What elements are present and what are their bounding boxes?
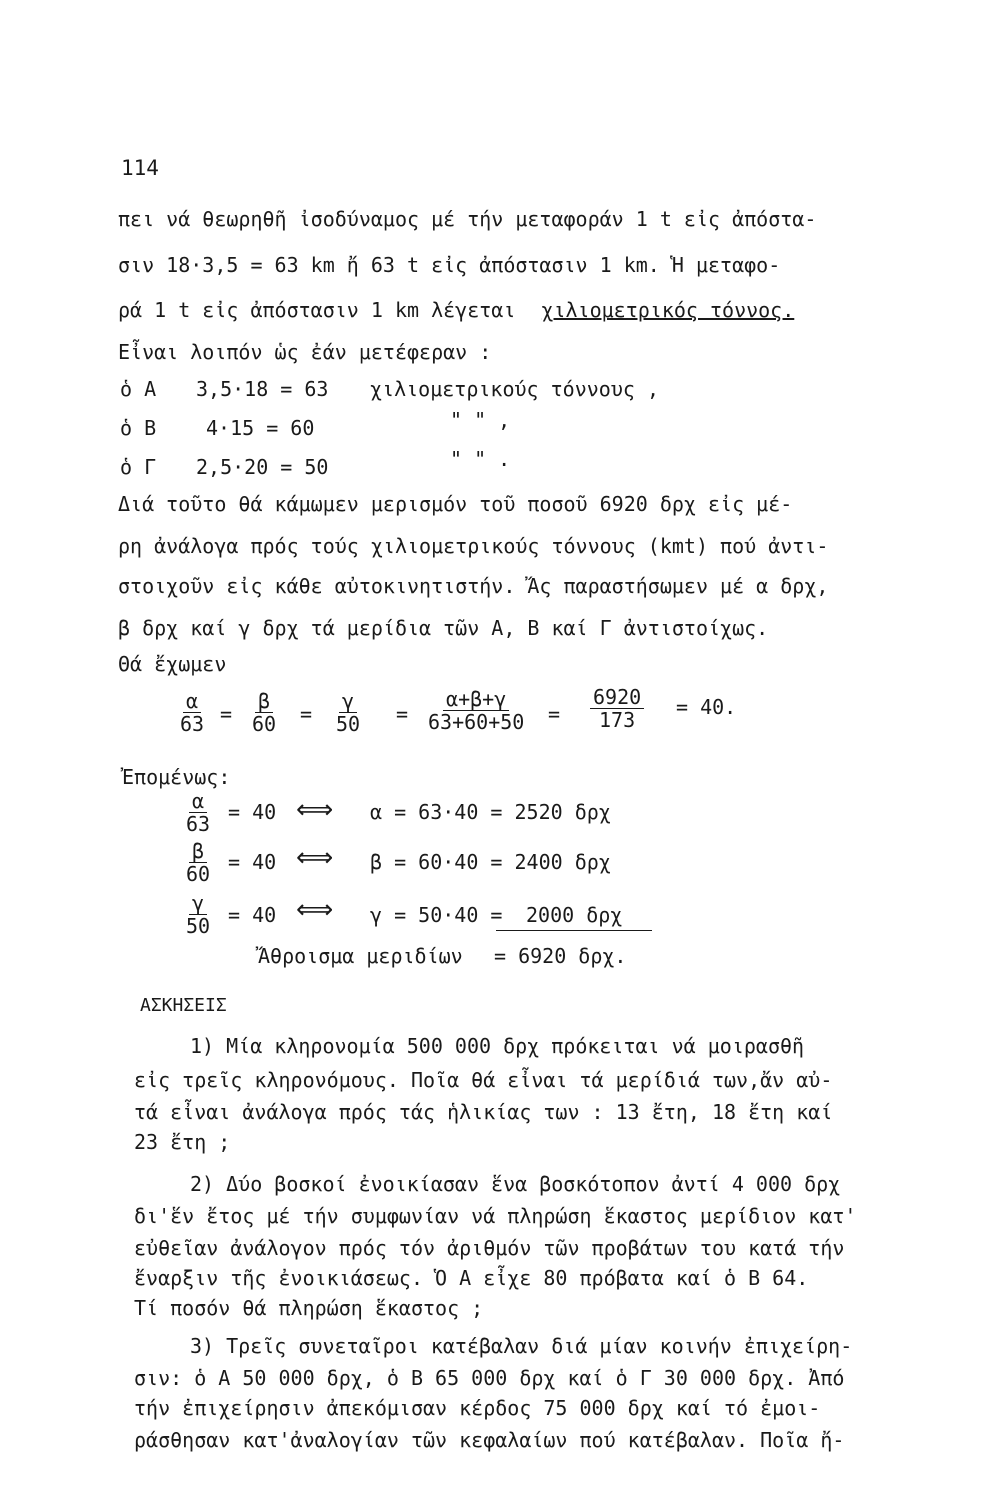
calc-row-a-unit: χιλιομετρικούς τόννους , [370,377,659,401]
equals-40: = 40 [228,903,277,927]
term-underlined: χιλιομετρικός τόννος. [541,298,795,322]
exercise3-line3: τήν ἐπιχείρησιν ἀπεκόμισαν κέρδος 75 000 δρχ καί τό ἐμοι- [134,1396,821,1420]
paragraph2-line5: Θά ἔχωμεν [118,652,227,676]
equals-40: = 40 [228,850,277,874]
fraction-alpha-63-b: $\frac{\alpha}{63}$ [186,789,211,836]
paragraph2-line2: ρη ἀνάλογα πρός τούς χιλιομετρικούς τόννους (kmt) πού ἀντι- [118,534,829,558]
equals-sign: = [220,702,233,726]
equals-sign: = [300,702,313,726]
gamma-result-left: γ = 50·40 = [370,903,503,927]
paragraph2-line1: Διά τοῦτο θά κάμωμεν μερισμόν τοῦ ποσοῦ 6920 δρχ εἰς μέ- [118,492,793,516]
exercise1-line4: 23 ἔτη ; [134,1130,231,1154]
sum-rule [496,930,652,931]
exercise3-line2: σιν: ὁ Α 50 000 δρχ, ὁ Β 65 000 δρχ καί ὁ Γ 30 000 δρχ. Ἀπό [134,1366,845,1390]
exercise1-line2: εἰς τρεῖς κληρονόμους. Ποῖα θά εἶναι τά μερίδιά των,ἄν αὐ- [134,1068,833,1092]
fraction-alpha-63: $\frac{\alpha}{63}$ [180,689,205,736]
exercise2-line2: δι'ἕν ἔτος μέ τήν συμφωνίαν νά πληρώση ἕκαστος μερίδιον κατ' [134,1204,857,1228]
alpha-result: α = 63·40 = 2520 δρχ [370,800,611,824]
equals-40: = 40 [228,800,277,824]
fraction-gamma-50-b: $\frac{\gamma}{50}$ [186,891,211,938]
iff-arrow: ⟺ [296,795,334,825]
paragraph1-line1: πει νά θεωρηθῆ ἰσοδύναμος μέ τήν μεταφοράν 1 t εἰς ἀπόστα- [118,207,817,231]
exercise3-line4: ράσθησαν κατ'ἀναλογίαν τῶν κεφαλαίων πού κατέβαλαν. Ποῖα ἤ- [134,1428,845,1452]
calc-row-b-unit: " " , [450,408,511,432]
calc-row-b-who: ὁ Β [120,416,157,440]
result-40: = 40. [676,695,737,719]
exercise2-line3: εὐθεῖαν ἀνάλογον πρός τόν ἀριθμόν τῶν προβάτων του κατά τήν [134,1236,845,1260]
exercise3-line1: 3) Τρεῖς συνεταῖροι κατέβαλαν διά μίαν κοινήν ἐπιχείρη- [190,1334,853,1358]
equals-sign: = [396,702,409,726]
exercises-title: ΑΣΚΗΣΕΙΣ [140,995,227,1016]
calc-row-b-expr: 4·15 = 60 [206,416,315,440]
paragraph1-line3: ρά 1 t εἰς ἀπόστασιν 1 km λέγεται χιλιομετρικός τόννος. [118,298,795,322]
calc-row-a-expr: 3,5·18 = 63 [196,377,329,401]
exercise2-line5: Τί ποσόν θά πληρώση ἕκαστος ; [134,1296,484,1320]
iff-arrow: ⟺ [296,843,334,873]
calc-row-c-expr: 2,5·20 = 50 [196,455,329,479]
exercise1-line3: τά εἶναι ἀνάλογα πρός τάς ἡλικίας των : 13 ἔτη, 18 ἔτη καί [134,1100,833,1124]
fraction-beta-60: $\frac{\beta}{60}$ [252,689,277,736]
exercise1-line1: 1) Μία κληρονομία 500 000 δρχ πρόκειται νά μοιρασθῆ [190,1034,805,1058]
exercise2-line4: ἔναρξιν τῆς ἐνοικιάσεως. Ὁ Α εἶχε 80 πρόβατα καί ὁ Β 64. [134,1266,809,1290]
calc-row-a-who: ὁ Α [120,377,157,401]
iff-arrow: ⟺ [296,895,334,925]
paragraph2-line4: β δρχ καί γ δρχ τά μερίδια τῶν Α, Β καί Γ ἀντιστοίχως. [118,616,769,640]
paragraph2-line3: στοιχοῦν εἰς κάθε αὐτοκινητιστήν. Ἄς παραστήσωμεν μέ α δρχ, [118,574,829,598]
consequently-label: Ἐπομένως: [122,765,231,789]
sum-label: Ἄθροισμα μεριδίων [258,944,463,968]
exercise2-line1: 2) Δύο βοσκοί ἐνοικίασαν ἕνα βοσκότοπον ἀντί 4 000 δρχ [190,1172,841,1196]
calc-row-c-who: ὁ Γ [120,455,157,479]
page-number: 114 [121,156,159,180]
gamma-result-right: 2000 δρχ [526,903,623,927]
therefore-line: Εἶναι λοιπόν ὡς ἐάν μετέφεραν : [118,340,492,364]
sum-value: = 6920 δρχ. [494,944,627,968]
fraction-gamma-50: $\frac{\gamma}{50}$ [336,689,361,736]
fraction-sum: $\frac{\alpha+\beta+\gamma}{63+60+50}$ [428,687,525,734]
calc-row-c-unit: " " . [450,447,511,471]
fraction-beta-60-b: $\frac{\beta}{60}$ [186,839,211,886]
paragraph1-line2: σιν 18·3,5 = 63 km ἤ 63 t εἰς ἀπόστασιν 1 km. Ἡ μεταφο- [118,253,781,277]
beta-result: β = 60·40 = 2400 δρχ [370,850,611,874]
equals-sign: = [548,702,561,726]
fraction-6920-173: $\frac{6920}{173}$ [590,686,644,731]
